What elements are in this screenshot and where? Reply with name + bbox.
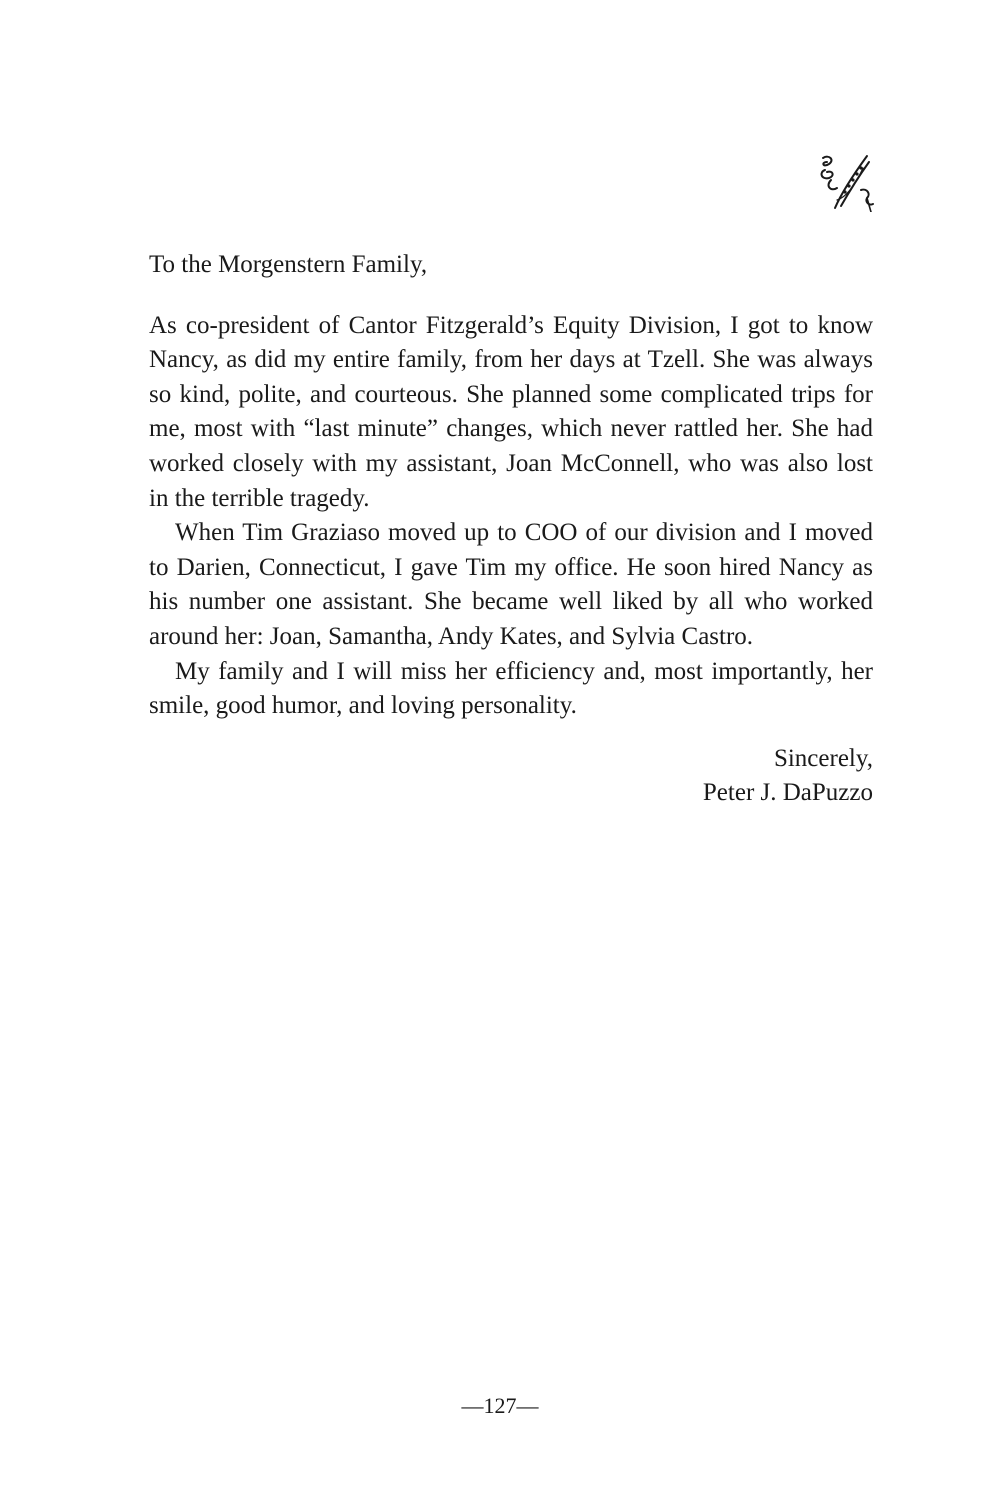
floral-ornament-icon: [815, 150, 875, 212]
closing-phrase: Sincerely,: [773, 744, 873, 772]
paragraph-1: As co-president of Cantor Fitzgerald’s Equity Division, I got to know Nancy, as did my entire family, from her days at Tzell. She was always so kind, polite, and courteous. She planned some complicated trips for me, most with “last minute” changes, which never rattled her. She had worked closely with my assistant, Joan McConnell, who was also lost in the terrible tragedy.: [149, 311, 873, 512]
salutation: To the Morgenstern Family,: [149, 251, 428, 278]
letter-closing: [149, 742, 873, 811]
paragraph-2: When Tim Graziaso moved up to COO of our division and I moved to Darien, Connecticut, I gave Tim my office. He soon hired Nancy as his number one assistant. She became well liked by all who worked around her: Joan, Samantha, Andy Kates, and Sylvia Castro.: [149, 519, 873, 650]
signature: Peter J. DaPuzzo: [702, 779, 873, 807]
paragraph-3: My family and I will miss her efficiency and, most importantly, her smile, good humor, and loving personality.: [149, 657, 873, 720]
letter-body: [149, 248, 873, 811]
page-number: —127—: [461, 1393, 539, 1418]
